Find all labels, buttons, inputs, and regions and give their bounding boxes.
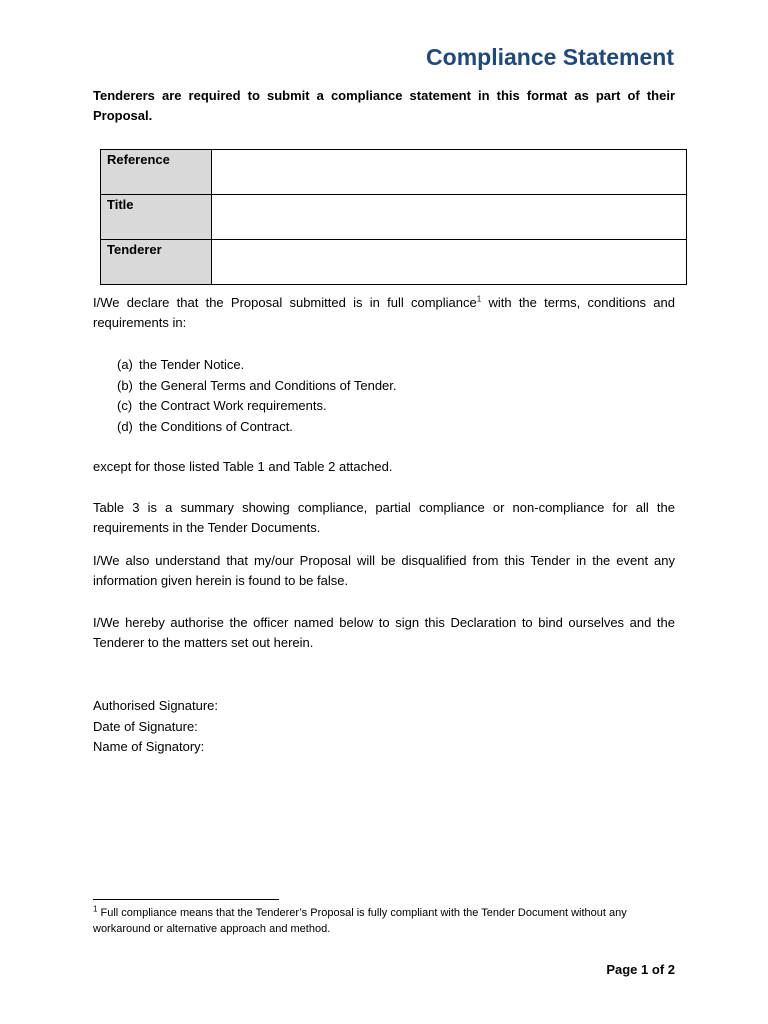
disqualify-paragraph: I/We also understand that my/our Proposal will be disqualified from this Tender in the event any information given herein is found to be false. [93,553,675,588]
reference-field[interactable] [212,150,687,195]
authorise-paragraph: I/We hereby authorise the officer named below to sign this Declaration to bind ourselves and the Tenderer to the matters set out herein. [93,615,675,650]
list-item-text: the Conditions of Contract. [139,418,293,434]
list-item [117,355,397,376]
declaration-paragraph [93,293,675,333]
reference-label: Reference [101,150,212,195]
requirements-list [117,355,397,437]
list-item-mark: (d) [117,418,133,434]
footnote-reference[interactable]: 1 [476,294,482,304]
footnote-mark: 1 [93,904,98,914]
list-item-text: the Tender Notice. [139,357,245,372]
list-item [117,417,397,438]
page-current: 1 [641,962,649,977]
page-of-label: of [648,962,668,977]
table3-paragraph: Table 3 is a summary showing compliance, partial compliance or non-compliance for all the requirements in the Tender Documents. [93,500,675,535]
title-field[interactable] [212,195,687,240]
name-of-signatory-label: Name of Signatory: [93,739,205,754]
page-label: Page [606,962,642,977]
footnote-text: Full compliance means that the Tenderer’s Proposal is fully compliant with the Tender Document without any workaround or alternative approach and method. [93,907,627,935]
list-item-mark: (a) [117,357,133,372]
table-row [101,240,687,285]
tenderer-field[interactable] [212,240,687,285]
list-item [117,376,397,397]
declaration-text-continued: with the terms, conditions and requirements in: [93,295,675,330]
signature-block [93,696,218,758]
footnote [93,905,678,937]
declaration-text: I/We declare that the Proposal submitted is in full compliance [93,295,477,310]
list-item [117,396,397,417]
authorised-signature-label: Authorised Signature: [93,698,219,713]
page-total: 2 [667,962,675,977]
list-item-text: the General Terms and Conditions of Tender. [139,377,397,393]
details-table [100,149,687,285]
intro-paragraph: Tenderers are required to submit a compliance statement in this format as part of their Proposal. [93,88,675,123]
table-row [101,150,687,195]
except-paragraph: except for those listed Table 1 and Table 2 attached. [93,459,393,474]
table-row [101,195,687,240]
tenderer-label: Tenderer [101,240,212,285]
date-of-signature-label: Date of Signature: [93,718,198,734]
footnote-divider [93,899,279,900]
list-item-text: the Contract Work requirements. [139,398,327,413]
list-item-mark: (b) [117,377,133,393]
list-item-mark: (c) [117,398,133,413]
title-label: Title [101,195,212,240]
page-title: Compliance Statement [426,44,674,70]
page-number [606,962,675,977]
